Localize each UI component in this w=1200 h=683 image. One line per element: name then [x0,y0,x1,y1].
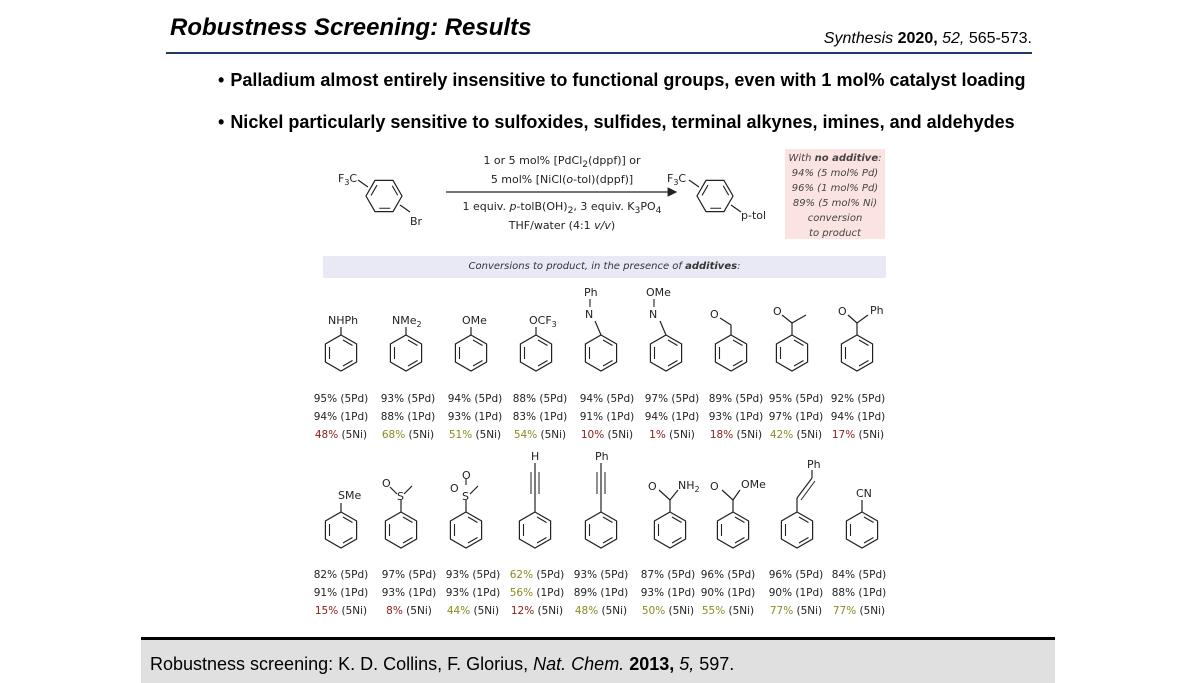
cond-l3-sub3: 4 [655,205,662,217]
r2-7-pd1: 90% (1Pd) [768,587,824,599]
r1-7-ni: 42% [769,429,794,441]
r2-5-pd5: 87% (5Pd) [640,569,696,581]
r2-0-ni: 15% [314,605,339,617]
r1-7-ni-unit: (5Ni) [793,429,823,441]
r1-6-pd5: 89% (5Pd) [708,393,764,405]
cond-l2b: -tol)(dppf)] [573,173,634,187]
slide-title: Robustness Screening: Results [170,14,532,41]
r2-7-ni-unit: (5Ni) [793,605,823,617]
r2-2-pd5: 93% (5Pd) [445,569,501,581]
cond-l3d: PO [640,200,656,213]
label-nme2: NMe$_2$ [392,314,422,329]
cond-l3-it: p [509,200,517,213]
label-cn: CN [856,487,872,500]
r1-6-ni-unit: (5Ni) [733,429,763,441]
r1-1-pd5: 93% (5Pd) [380,393,436,405]
r1-1-pd1: 88% (1Pd) [380,411,436,423]
r2-3-pd1-unit: (1Pd) [533,587,565,599]
r2-7-ni: 77% [769,605,794,617]
band-a: Conversions to product, in the presence of [468,261,686,272]
r1-5-ni: 1% [649,429,666,441]
cond-l4b: ) [610,219,616,233]
bullet-palladium-text: Palladium almost entirely insensitive to functional groups, even with 1 mol% catalyst loading [230,70,1026,90]
label-sulfone-s: S [462,490,469,503]
label-bp-ph: Ph [870,304,884,317]
r1-0-pd5: 95% (5Pd) [313,393,369,405]
r1-8-ni-unit: (5Ni) [855,429,885,441]
r2-3-pd1: 56% [509,587,534,599]
r2-4-pd5: 93% (5Pd) [573,569,629,581]
prod-f: F [667,172,674,185]
r1-8-ni: 17% [831,429,856,441]
r2-6-pd5: 96% (5Pd) [700,569,756,581]
note-l4: 89% (5 mol% Ni) [792,198,878,209]
r1-3-pd1: 83% (1Pd) [512,411,568,423]
label-ome: OMe [462,314,487,327]
prod-cf3 [667,172,686,187]
label-sulfone-o1: O [450,482,459,495]
r2-0-pd5: 82% (5Pd) [313,569,369,581]
r1-7-pd5: 95% (5Pd) [768,393,824,405]
r2-6-ni: 55% [701,605,726,617]
label-n1: N [585,308,594,321]
r1-6-ni: 18% [709,429,734,441]
cond-l3-sub1: 2 [567,205,574,217]
citation-volume: 52, [942,30,965,47]
sm-br: Br [410,215,423,228]
product [667,172,766,222]
r2-3-ni-unit: (5Ni) [534,605,564,617]
label-amide-nh2: $NH_2$ [678,479,700,494]
result-nitrile [824,566,894,620]
result-ketone [761,390,831,444]
r1-6-pd1: 93% (1Pd) [708,411,764,423]
footer-reference [141,637,1055,683]
r2-5-pd1: 93% (1Pd) [640,587,696,599]
label-styrene-ph: Ph [807,458,821,471]
additive-row-2 [325,450,877,548]
r1-2-pd1: 93% (1Pd) [447,411,503,423]
footer-pages: 597. [694,654,735,674]
r2-4-ni-unit: (5Ni) [598,605,628,617]
prod-ptol: p-tol [741,209,767,222]
note-l5: conversion [807,213,863,224]
cond-l1b: (dppf)] or [588,154,641,167]
result-internal-alkyne [566,566,636,620]
r1-7-pd1: 97% (1Pd) [768,411,824,423]
r2-3-pd5-unit: (5Pd) [533,569,565,581]
prod-f3-sub: 3 [673,178,679,187]
r2-5-ni-unit: (5Ni) [665,605,695,617]
r2-5-ni: 50% [641,605,666,617]
label-sulfoxide-s: S [397,490,404,503]
result-oxime [637,390,707,444]
result-sulfoxide [374,566,444,620]
r1-3-ni: 54% [513,429,538,441]
footer-authors: Robustness screening: K. D. Collins, F. Glorius, [150,654,534,674]
note-l3: 96% (1 mol% Pd) [791,183,879,194]
r1-8-pd1: 94% (1Pd) [830,411,886,423]
r1-0-pd1: 94% (1Pd) [313,411,369,423]
cond-l3a: 1 equiv. [462,200,510,213]
label-ketone-o: O [773,305,782,318]
r2-8-pd5: 84% (5Pd) [831,569,887,581]
r1-5-pd1: 94% (1Pd) [644,411,700,423]
additive-row-1 [325,286,883,371]
cond-l4-it: v/v [594,219,611,233]
cond-l3c: , 3 equiv. K [573,200,635,213]
cond-l4a: THF/water (4:1 [508,219,595,233]
citation-year: 2020, [897,30,938,47]
result-stilbene [761,566,831,620]
result-ester [693,566,763,620]
r1-4-ni-unit: (5Ni) [604,429,634,441]
r1-2-pd5: 94% (5Pd) [447,393,503,405]
result-sme [306,566,376,620]
note-l1b: no additive [814,153,879,164]
r1-2-ni: 51% [448,429,473,441]
r2-2-ni-unit: (5Ni) [470,605,500,617]
starting-material [338,172,423,228]
label-alkyne-ph: Ph [595,450,609,463]
band-b: additives [685,261,738,272]
r2-8-ni-unit: (5Ni) [856,605,886,617]
result-sulfone [438,566,508,620]
r2-8-pd1: 88% (1Pd) [831,587,887,599]
sm-cf3 [338,172,357,187]
label-ester-o: O [710,480,719,493]
cond-l3b: -tolB(OH) [516,200,568,213]
result-benzophenone [823,390,893,444]
r1-4-ni: 10% [580,429,605,441]
note-l1a: With [788,153,815,164]
label-sme: SMe [338,489,362,502]
cond-l3-sub2: 3 [634,205,641,217]
r1-4-pd5: 94% (5Pd) [579,393,635,405]
label-bp-o: O [838,305,847,318]
r1-5-pd5: 97% (5Pd) [644,393,700,405]
cond-l2-it: o [566,173,574,187]
result-ome [440,390,510,444]
sm-f3-sub: 3 [344,178,350,187]
citation-pages: 565-573. [968,30,1032,47]
r2-1-ni: 8% [386,605,403,617]
result-ocf3 [505,390,575,444]
r2-7-pd5: 96% (5Pd) [768,569,824,581]
label-ocf3: $OCF_3$ [529,314,557,329]
r1-2-ni-unit: (5Ni) [472,429,502,441]
bullet-palladium: • Palladium almost entirely insensitive to functional groups, even with 1 mol% catalyst loading [218,70,1026,90]
label-n2: N [649,308,658,321]
label-imine-ph: Ph [584,286,598,299]
r2-2-pd1: 93% (1Pd) [445,587,501,599]
r2-0-ni-unit: (5Ni) [338,605,368,617]
result-nme2 [373,390,443,444]
r1-5-ni-unit: (5Ni) [665,429,695,441]
r2-0-pd1: 91% (1Pd) [313,587,369,599]
bullet-nickel: • Nickel particularly sensitive to sulfoxides, sulfides, terminal alkynes, imines, and aldehydes [218,112,1015,132]
footer-journal: Nat. Chem. [533,654,625,674]
r2-1-pd5: 97% (5Pd) [381,569,437,581]
r2-6-ni-unit: (5Ni) [725,605,755,617]
r2-3-ni: 12% [510,605,535,617]
label-aldehyde-o: O [710,308,719,321]
r1-3-ni-unit: (5Ni) [537,429,567,441]
footer-year: 2013, [624,654,675,674]
bullet-nickel-text: Nickel particularly sensitive to sulfoxides, sulfides, terminal alkynes, imines, and aldehydes [230,112,1015,132]
r1-1-ni-unit: (5Ni) [405,429,435,441]
cond-l2a: 5 mol% [NiCl( [490,173,567,187]
r2-4-ni: 48% [574,605,599,617]
r1-8-pd5: 92% (5Pd) [830,393,886,405]
cond-l1a: 1 or 5 mol% [PdCl [483,154,583,167]
label-amide-o: O [648,480,657,493]
note-l1c: : [878,153,882,164]
footer-volume: 5, [674,654,695,674]
r2-6-pd1: 90% (1Pd) [700,587,756,599]
r2-1-pd1: 93% (1Pd) [381,587,437,599]
label-sulfone-o2: O [462,469,471,482]
label-sulfoxide-o: O [382,477,391,490]
sm-f: F [338,172,345,185]
note-l6: to product [809,228,861,239]
r1-0-ni-unit: (5Ni) [338,429,368,441]
result-terminal-alkyne [502,566,572,620]
r2-4-pd1: 89% (1Pd) [573,587,629,599]
sm-c: C [349,172,358,185]
label-ester-ome: OMe [741,478,766,491]
r1-1-ni: 68% [381,429,406,441]
r1-0-ni: 48% [314,429,339,441]
citation-journal: Synthesis [823,30,894,47]
prod-c: C [678,172,687,185]
result-nhph [306,390,376,444]
r1-3-pd5: 88% (5Pd) [512,393,568,405]
r2-8-ni: 77% [832,605,857,617]
r2-2-ni: 44% [446,605,471,617]
label-alkyne-h: H [531,450,540,463]
cond-l1-sub: 2 [582,159,589,171]
label-oxime-ome: OMe [646,286,671,299]
band-c: : [737,261,741,272]
result-imine [572,390,642,444]
r2-1-ni-unit: (5Ni) [402,605,432,617]
r1-4-pd1: 91% (1Pd) [579,411,635,423]
label-nhph: NHPh [328,314,359,327]
note-l2: 94% (5 mol% Pd) [791,168,879,179]
r2-3-pd5: 62% [509,569,534,581]
